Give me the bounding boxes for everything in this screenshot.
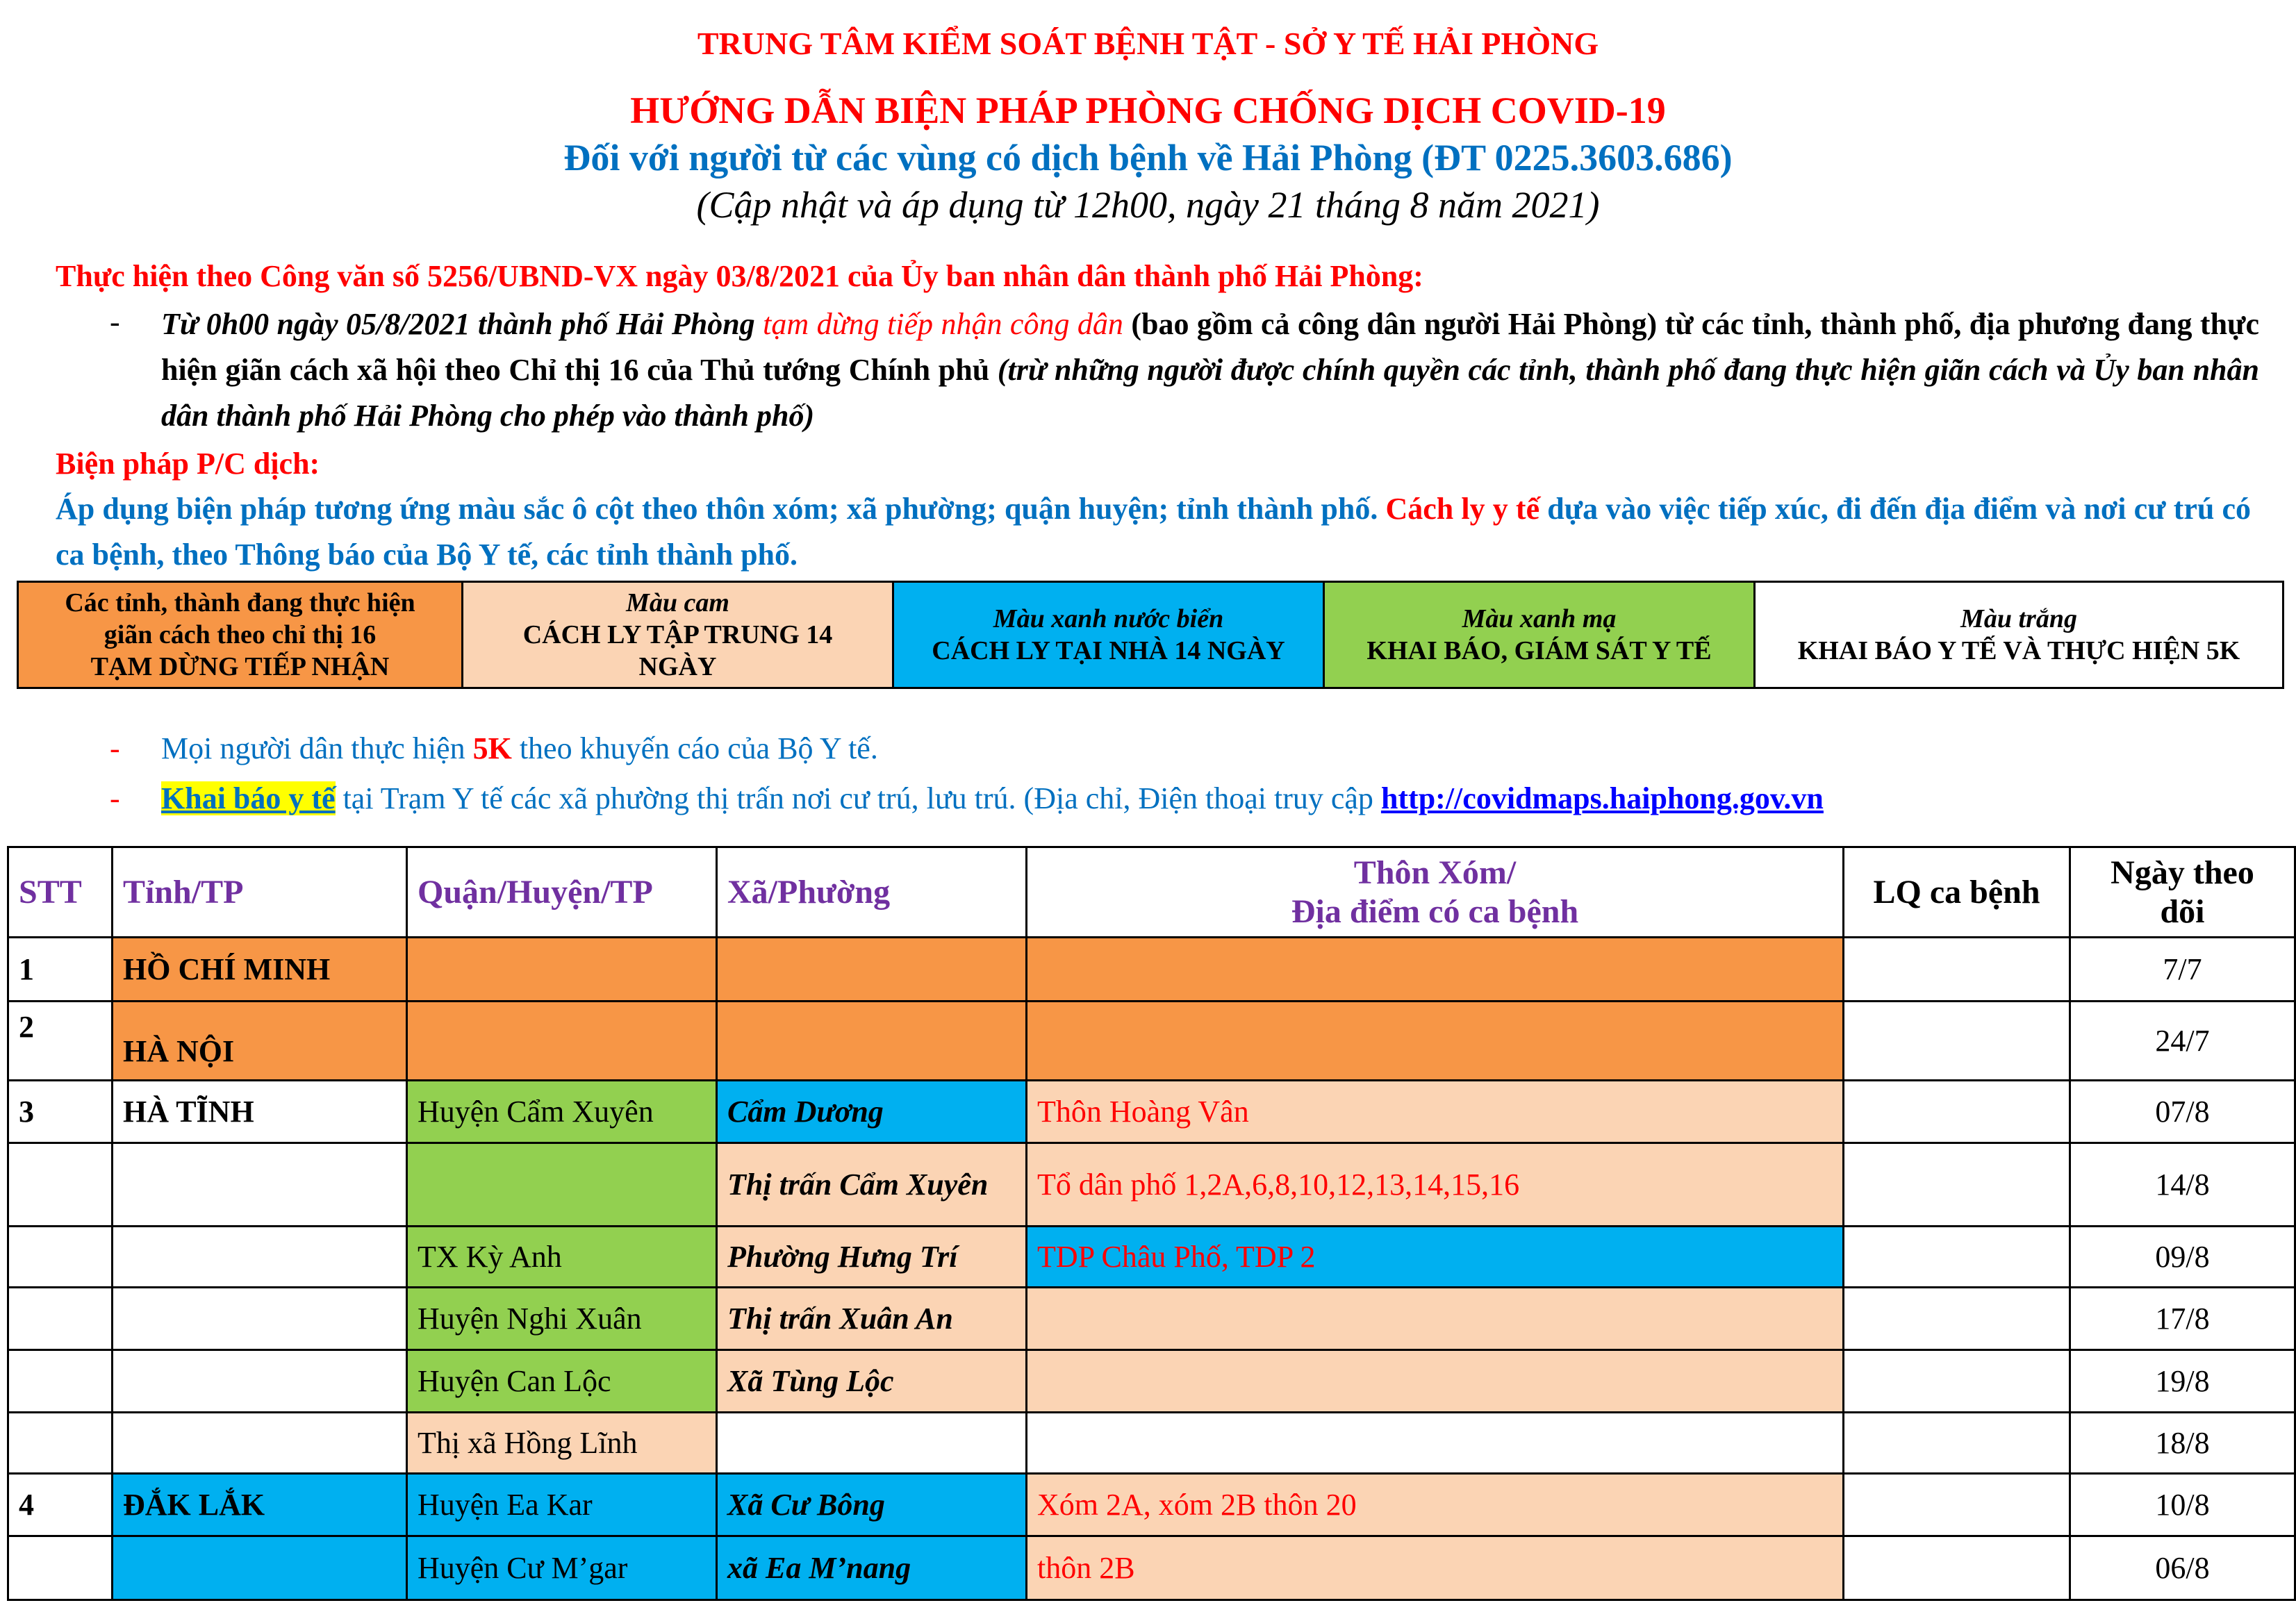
cell-location: Tổ dân phố 1,2A,6,8,10,12,13,14,15,16 [1027, 1143, 1844, 1227]
document-subtitle: Đối với người từ các vùng có dịch bệnh về Hải Phòng (ĐT 0225.3603.686) [563, 137, 1733, 178]
cell-location [1027, 1413, 1844, 1474]
document-title: HƯỚNG DẪN BIỆN PHÁP PHÒNG CHỐNG DỊCH COVID-19 [630, 90, 1666, 131]
bullet-part-2: tạm dừng tiếp nhận công dân [763, 307, 1123, 341]
apply-part-2: Cách ly y tế [1385, 492, 1540, 526]
cell-date: 06/8 [2070, 1536, 2295, 1600]
header-days-l1: Ngày theo [2111, 854, 2254, 891]
legend-white [1756, 583, 2282, 687]
cell-date: 19/8 [2070, 1350, 2295, 1413]
cell-province [113, 1288, 407, 1350]
cell-stt: 4 [8, 1474, 113, 1536]
cell-district: Huyện Cẩm Xuyên [407, 1081, 717, 1143]
legend-suspended-line1: Các tỉnh, thành đang thực hiện [65, 588, 415, 617]
cell-location: thôn 2B [1027, 1536, 1844, 1600]
cell-contact [1844, 1474, 2070, 1536]
cell-location [1027, 1288, 1844, 1350]
note1-dash: - [110, 731, 120, 765]
cell-location: Xóm 2A, xóm 2B thôn 20 [1027, 1474, 1844, 1536]
legend-suspended [19, 583, 463, 687]
cell-ward: xã Ea M’nang [717, 1536, 1027, 1600]
cell-contact [1844, 1143, 2070, 1227]
cell-contact [1844, 1350, 2070, 1413]
cell-contact [1844, 1288, 2070, 1350]
bullet-part-1: Từ 0h00 ngày 05/8/2021 thành phố Hải Phòng [161, 307, 763, 341]
cell-contact [1844, 1413, 2070, 1474]
note-5k-part3: theo khuyến cáo của Bộ Y tế. [511, 731, 878, 765]
header-location [1027, 847, 1844, 938]
table-row [8, 1536, 2295, 1600]
cell-date: 07/8 [2070, 1081, 2295, 1143]
cell-district: Huyện Cư M’gar [407, 1536, 717, 1600]
table-row [8, 1081, 2295, 1143]
legend-green-line1: Màu xanh mạ [1462, 604, 1617, 633]
legend-blue [894, 583, 1325, 687]
bullet-part-4: (trừ những người được chính quyền các tỉnh, thành phố đang thực hiện giãn cách và Ủy ban nhân dân thành phố Hải Phòng cho phép vào thành phố) [161, 353, 2259, 433]
cell-ward: Thị trấn Cẩm Xuyên [717, 1143, 1027, 1227]
legend-green-line2: KHAI BÁO, GIÁM SÁT Y TẾ [1366, 636, 1712, 665]
table-row [8, 1474, 2295, 1536]
cell-district: Huyện Nghi Xuân [407, 1288, 717, 1350]
cell-contact [1844, 1081, 2070, 1143]
cell-province: HỒ CHÍ MINH [113, 938, 407, 1002]
bullet-paragraph [161, 301, 2259, 439]
table-row [8, 938, 2295, 1002]
cell-stt [8, 1227, 113, 1288]
header-stt: STT [8, 847, 113, 938]
cell-stt [8, 1413, 113, 1474]
header-days-l2: dõi [2160, 892, 2205, 930]
cell-province: HÀ NỘI [113, 1002, 407, 1081]
cell-contact [1844, 938, 2070, 1002]
legend-orange-line3: NGÀY [638, 652, 717, 681]
cell-district: Thị xã Hồng Lĩnh [407, 1413, 717, 1474]
cell-location: Thôn Hoàng Vân [1027, 1081, 1844, 1143]
header-contact: LQ ca bệnh [1844, 847, 2070, 938]
cell-province [113, 1143, 407, 1227]
apply-part-1: Áp dụng biện pháp tương ứng màu sắc ô cột theo thôn xóm; xã phường; quận huyện; tỉnh thành phố. [56, 492, 1386, 526]
covidmaps-link[interactable]: http://covidmaps.haiphong.gov.vn [1380, 781, 1824, 815]
cell-province: HÀ TĨNH [113, 1081, 407, 1143]
legend-blue-line2: CÁCH LY TẠI NHÀ 14 NGÀY [932, 636, 1285, 665]
cell-contact [1844, 1536, 2070, 1600]
legend-suspended-line3: TẠM DỪNG TIẾP NHẬN [90, 652, 390, 681]
legend-blue-line1: Màu xanh nước biển [993, 604, 1224, 633]
legend-white-line1: Màu trắng [1960, 604, 2077, 633]
header-days [2070, 847, 2295, 938]
cell-stt [8, 1288, 113, 1350]
cell-date: 10/8 [2070, 1474, 2295, 1536]
bullet-dash: - [110, 305, 120, 339]
legend-green [1325, 583, 1756, 687]
cell-stt: 3 [8, 1081, 113, 1143]
note-declare-text: tại Trạm Y tế các xã phường thị trấn nơi cư trú, lưu trú. (Địa chỉ, Điện thoại truy cập [335, 781, 1381, 815]
table-row [8, 1413, 2295, 1474]
cell-ward [717, 1413, 1027, 1474]
header-location-l2: Địa điểm có ca bệnh [1291, 892, 1579, 930]
update-note: (Cập nhật và áp dụng từ 12h00, ngày 21 tháng 8 năm 2021) [696, 184, 1600, 226]
cell-contact [1844, 1002, 2070, 1081]
note-declare-highlight: Khai báo y tế [161, 781, 336, 815]
cell-district [407, 1002, 717, 1081]
cell-province: ĐẮK LẮK [113, 1474, 407, 1536]
cell-ward: Phường Hưng Trí [717, 1227, 1027, 1288]
legend-orange-line2: CÁCH LY TẬP TRUNG 14 [522, 620, 833, 649]
cell-ward: Xã Tùng Lộc [717, 1350, 1027, 1413]
color-legend [17, 581, 2284, 689]
cell-province [113, 1227, 407, 1288]
cell-district: Huyện Can Lộc [407, 1350, 717, 1413]
cell-location [1027, 938, 1844, 1002]
table-row [8, 1143, 2295, 1227]
cell-date: 17/8 [2070, 1288, 2295, 1350]
legend-orange [463, 583, 894, 687]
cell-stt: 1 [8, 938, 113, 1002]
table-row [8, 1002, 2295, 1081]
apply-part-3: dựa vào việc tiếp xúc, đi đến địa điểm và nơi cư trú có ca bệnh, theo Thông báo của Bộ Y tế, các tỉnh thành phố. [56, 492, 2252, 572]
table-row [8, 1227, 2295, 1288]
cell-date: 14/8 [2070, 1143, 2295, 1227]
cell-district: Huyện Ea Kar [407, 1474, 717, 1536]
table-row [8, 1288, 2295, 1350]
cell-ward: Cẩm Dương [717, 1081, 1027, 1143]
table-header-row [8, 847, 2295, 938]
cell-location [1027, 1002, 1844, 1081]
measures-label: Biện pháp P/C dịch: [56, 447, 320, 481]
header-ward: Xã/Phường [717, 847, 1027, 938]
legend-suspended-line2: giãn cách theo chỉ thị 16 [104, 620, 377, 649]
cell-location [1027, 1350, 1844, 1413]
cell-ward [717, 938, 1027, 1002]
implement-line: Thực hiện theo Công văn số 5256/UBND-VX ngày 03/8/2021 của Ủy ban nhân dân thành phố Hải Phòng: [56, 259, 1423, 293]
header-location-l1: Thôn Xóm/ [1353, 854, 1517, 891]
cell-district [407, 1143, 717, 1227]
header-province: Tỉnh/TP [113, 847, 407, 938]
cell-contact [1844, 1227, 2070, 1288]
cell-ward: Thị trấn Xuân An [717, 1288, 1027, 1350]
cases-table [7, 846, 2296, 1601]
cell-ward [717, 1002, 1027, 1081]
legend-white-line2: KHAI BÁO Y TẾ VÀ THỰC HIỆN 5K [1797, 636, 2240, 665]
note2-dash: - [110, 781, 120, 815]
cell-province [113, 1536, 407, 1600]
note-5k [161, 731, 878, 766]
cell-district: TX Kỳ Anh [407, 1227, 717, 1288]
cell-ward: Xã Cư Bông [717, 1474, 1027, 1536]
cell-province [113, 1350, 407, 1413]
cell-stt [8, 1536, 113, 1600]
cell-date: 24/7 [2070, 1002, 2295, 1081]
cell-stt [8, 1143, 113, 1227]
header-district: Quận/Huyện/TP [407, 847, 717, 938]
cell-date: 09/8 [2070, 1227, 2295, 1288]
legend-orange-line1: Màu cam [626, 588, 729, 617]
cell-date: 7/7 [2070, 938, 2295, 1002]
cell-stt [8, 1350, 113, 1413]
cell-province [113, 1413, 407, 1474]
note-declare [161, 781, 1824, 816]
table-row [8, 1350, 2295, 1413]
bullet-part-3: (bao gồm cả công dân người Hải Phòng) từ các tỉnh, thành phố, địa phương đang thực hiện giãn cách xã hội theo Chỉ thị 16 của Thủ tướng Chính phủ [161, 307, 2259, 387]
org-name: TRUNG TÂM KIỂM SOÁT BỆNH TẬT - SỞ Y TẾ HẢI PHÒNG [697, 26, 1599, 61]
apply-paragraph [56, 486, 2251, 578]
note-5k-part1: Mọi người dân thực hiện [161, 731, 473, 765]
note-5k-highlight: 5K [472, 731, 512, 765]
cell-date: 18/8 [2070, 1413, 2295, 1474]
cell-location: TDP Châu Phố, TDP 2 [1027, 1227, 1844, 1288]
cell-stt: 2 [8, 1002, 113, 1081]
cell-district [407, 938, 717, 1002]
